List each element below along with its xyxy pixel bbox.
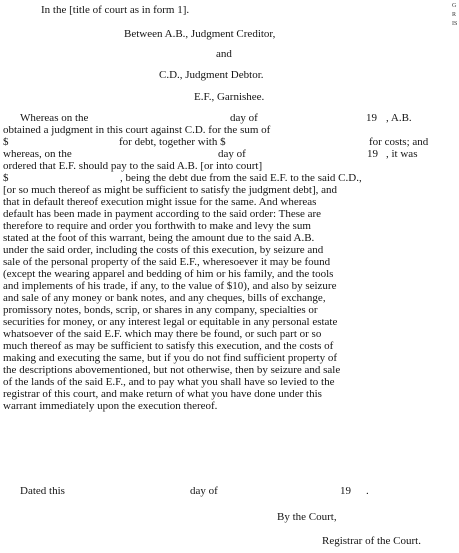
dated-day: day of (190, 485, 218, 497)
body-line: sale of the personal property of the said E.F., wheresoever it may be found (3, 256, 331, 268)
line-3-a: whereas, on the (3, 148, 72, 160)
body-line: registrar of this court, and make return of what you have done under this (3, 388, 322, 400)
body-line: the descriptions abovementioned, but not otherwise, then by seizure and sale (3, 364, 341, 376)
debtor-line: C.D., Judgment Debtor. (159, 69, 264, 81)
court-title-line: In the [title of court as in form 1]. (41, 4, 190, 16)
body-line: stated at the foot of this warrant, being the amount due to the said A.B. (3, 232, 315, 244)
body-line: default has been made in payment according to the said order: These are (3, 208, 322, 220)
by-the-court: By the Court, (277, 511, 337, 523)
line-5-a: $ (3, 172, 9, 184)
body-line: under the said order, including the costs of this execution, by seizure and (3, 244, 324, 256)
line-5-b: , being the debt due from the said E.F. to the said C.D., (120, 172, 362, 184)
body-line: making and executing the same, but if you do not find sufficient property of (3, 352, 337, 364)
line-3-d: , it was (386, 148, 418, 160)
body-line: that in default thereof execution might issue for the same. And whereas (3, 196, 317, 208)
line-2-c: for costs; and (369, 136, 429, 148)
body-line: much thereof as may be sufficient to satisfy this execution, and the costs of (3, 340, 334, 352)
body-line: [or so much thereof as might be sufficient to satisfy the judgment debt], and (3, 184, 337, 196)
body-line: therefore to require and order you forthwith to make and levy the sum (3, 220, 311, 232)
line-0-a: Whereas on the (20, 112, 89, 124)
line-0-d: , A.B. (386, 112, 412, 124)
registrar-line: Registrar of the Court. (322, 535, 421, 547)
body-line: promissory notes, bonds, scrip, or shares in any company, specialties or (3, 304, 318, 316)
dated-year: 19 (340, 485, 351, 497)
and-line: and (216, 48, 232, 60)
body-line: whatsoever of the said E.F. which may there be found, or such part or so (3, 328, 322, 340)
dated-end: . (366, 485, 369, 497)
body-line: obtained a judgment in this court against C.D. for the sum of (3, 124, 271, 136)
body-line: and implements of his trade, if any, to the value of $10), and also by seizure (3, 280, 337, 292)
body-line: of the lands of the said E.F., and to pay what you shall have so levied to the (3, 376, 335, 388)
line-3-b: day of (218, 148, 246, 160)
body-line-last: warrant immediately upon the execution thereof. (3, 400, 218, 412)
line-2-b: for debt, together with $ (119, 136, 226, 148)
body-line: (except the wearing apparel and bedding of him or his family, and the tools (3, 268, 334, 280)
line-3-c: 19 (367, 148, 378, 160)
line-0-b: day of (230, 112, 258, 124)
body-line: ordered that E.F. should pay to the said A.B. [or into court] (3, 160, 263, 172)
body-line: securities for money, or any interest legal or equitable in any personal estate (3, 316, 338, 328)
body-line: and sale of any money or bank notes, and any cheques, bills of exchange, (3, 292, 326, 304)
creditor-line: Between A.B., Judgment Creditor, (124, 28, 276, 40)
garnishee-line: E.F., Garnishee. (194, 91, 265, 103)
dated-label: Dated this (20, 485, 65, 497)
line-2-a: $ (3, 136, 9, 148)
margin-note: G R IS (452, 3, 458, 27)
line-0-c: 19 (366, 112, 377, 124)
